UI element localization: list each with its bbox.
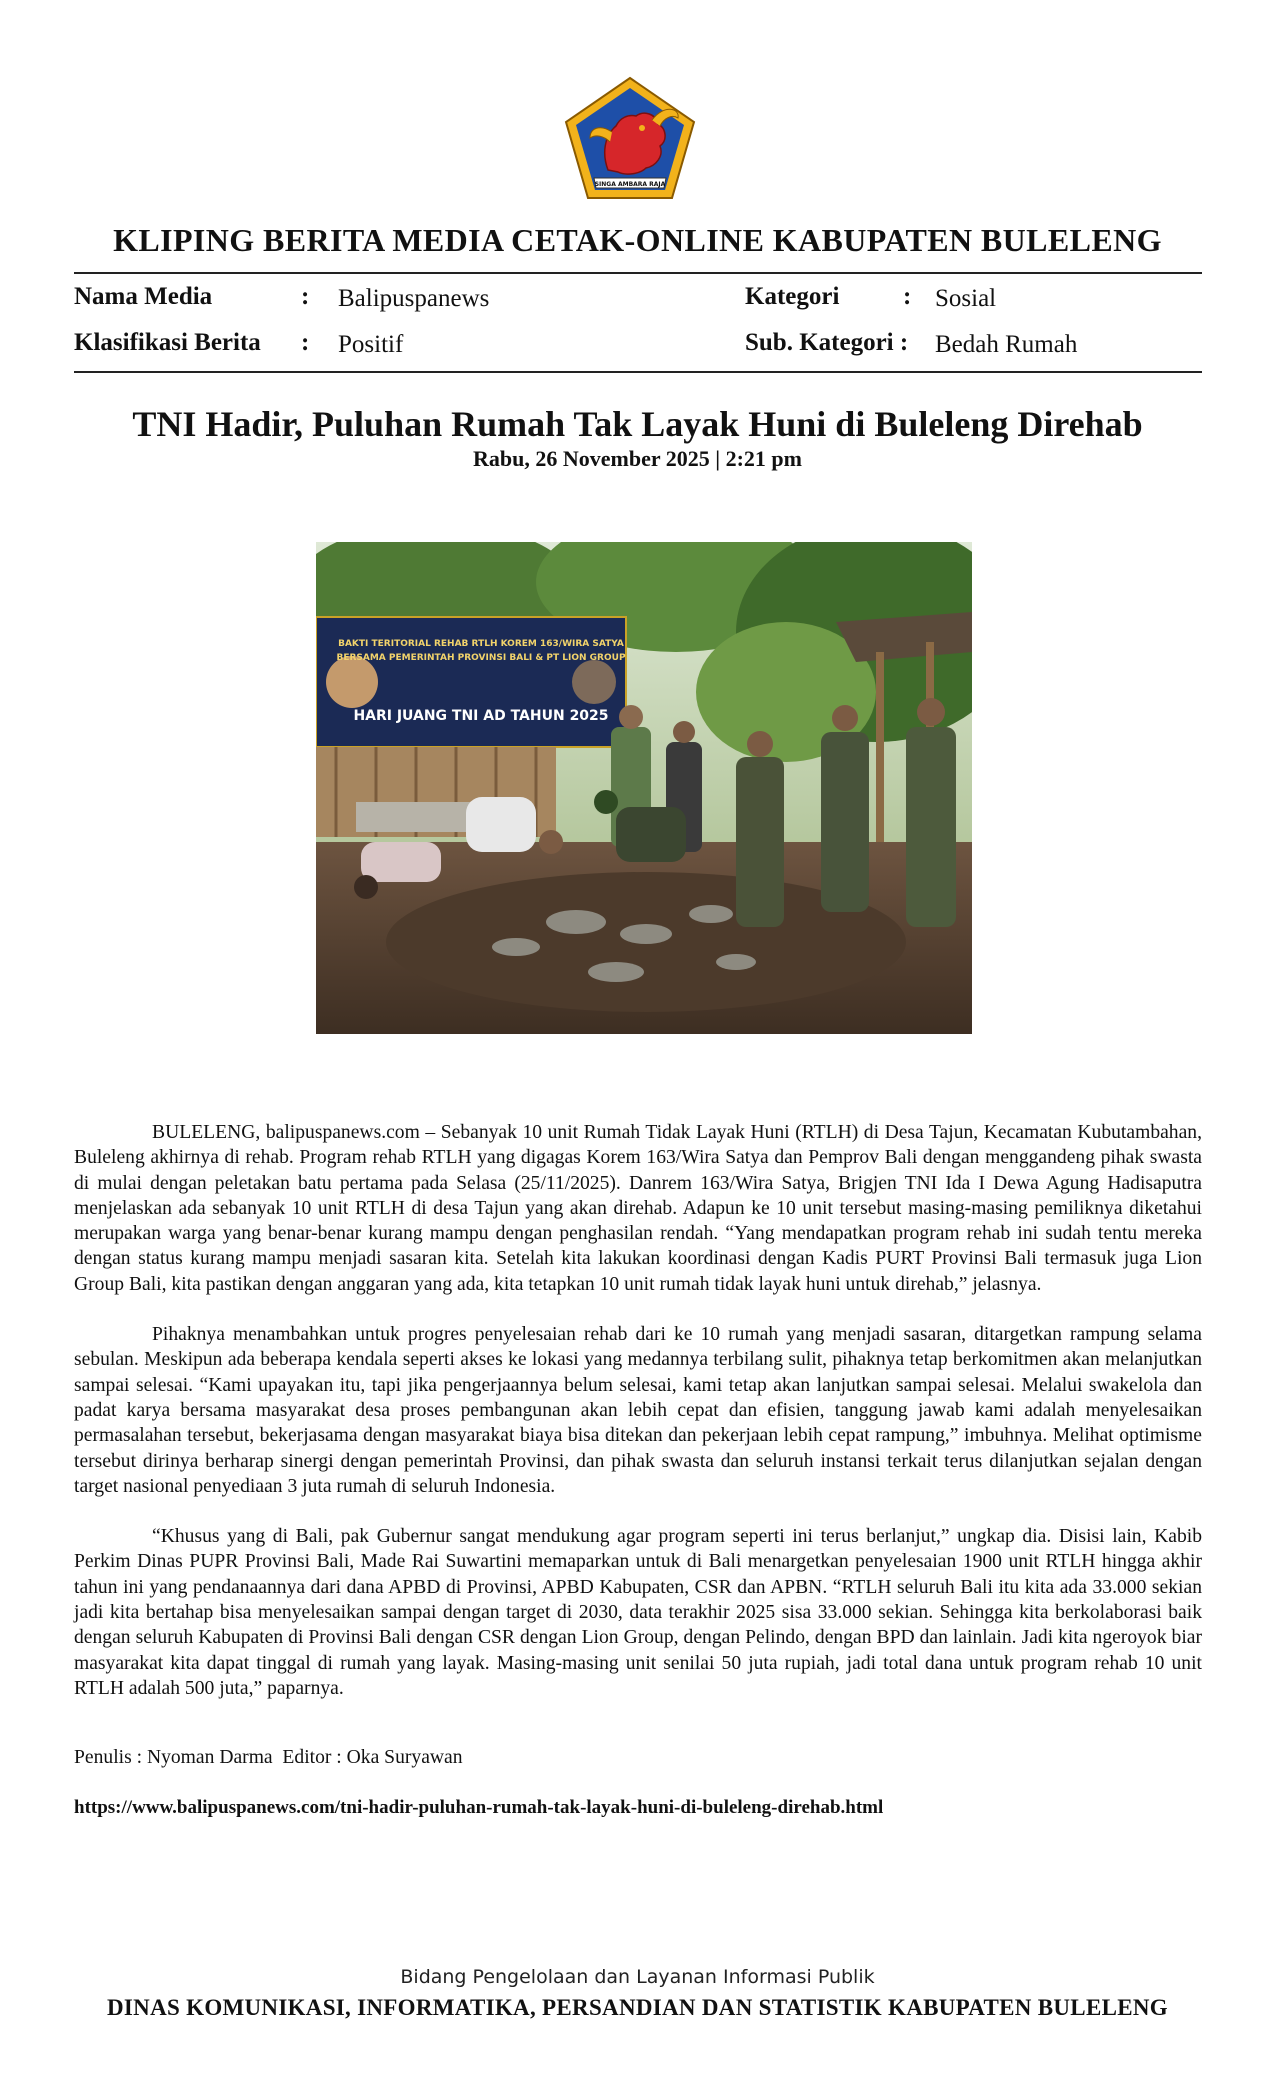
logo-caption: SINGA AMBARA RAJA [594, 181, 666, 188]
footer-unit-name: Bidang Pengelolaan dan Layanan Informasi Publik [400, 1966, 875, 1988]
banner-line-3: HARI JUANG TNI AD TAHUN 2025 [353, 708, 609, 724]
article-photo [316, 542, 972, 1034]
classification-value: Positif [338, 331, 404, 358]
category-label: Kategori [745, 283, 840, 310]
header-bottom-divider [74, 371, 1202, 373]
classification-label: Klasifikasi Berita [74, 329, 261, 356]
banner-line-2: BERSAMA PEMERINTAH PROVINSI BALI & PT LION GROUP [336, 653, 626, 663]
media-name-value: Balipuspanews [338, 285, 490, 312]
classification-colon: : [301, 329, 310, 356]
article-date: Rabu, 26 November 2025 | 2:21 pm [473, 446, 802, 471]
article-title: TNI Hadir, Puluhan Rumah Tak Layak Huni di Buleleng Direhab [132, 404, 1143, 444]
subcategory-label: Sub. Kategori : [745, 329, 909, 356]
media-name-label: Nama Media [74, 283, 213, 310]
article-paragraph: “Khusus yang di Bali, pak Gubernur sangat mendukung agar program seperti ini terus berlanjut,” ungkap dia. Disisi lain, Kabib Perkim Dinas PUPR Provinsi Bali, Made Rai Suwartini memaparkan untuk di Bali menargetkan penyelesaian 1900 unit RTLH hingga akhir tahun ini yang pendanaannya dari dana APBD di Provinsi, APBD Kabupaten, CSR dan APBN. “RTLH seluruh Bali itu kita ada 33.000 sekian jadi kita bertahap bisa menyelesaikan sampai dengan target di 2030, data terakhir 2025 sisa 33.000 sekian. Sehingga kita berkolaborasi baik dengan seluruh Kabupaten di Provinsi Bali dengan CSR dengan Lion Group, dengan Pelindo, dengan BPD dan lainlain. Jadi kita ngeroyok biar masyarakat kita dapat tinggal di rumah yang layak. Masing-masing unit senilai 50 juta rupiah, jadi total dana untuk program rehab 10 unit RTLH adalah 500 juta,” paparnya. [74, 1526, 1202, 1699]
singa-ambara-raja-emblem-icon [560, 74, 700, 204]
category-colon: : [903, 283, 912, 310]
category-value: Sosial [935, 285, 997, 312]
logo-emblem [560, 74, 700, 204]
media-name-colon: : [301, 283, 310, 310]
footer-agency-name: DINAS KOMUNIKASI, INFORMATIKA, PERSANDIAN DAN STATISTIK KABUPATEN BULELENG [107, 1995, 1168, 2020]
article-body [74, 1120, 1202, 1726]
source-url: https://www.balipuspanews.com/tni-hadir-puluhan-rumah-tak-layak-huni-di-buleleng-direhab.html [74, 1797, 884, 1818]
clipping-header-title: KLIPING BERITA MEDIA CETAK-ONLINE KABUPATEN BULELENG [113, 222, 1162, 258]
author-editor-credits: Penulis : Nyoman Darma Editor : Oka Suryawan [74, 1747, 463, 1768]
subcategory-value: Bedah Rumah [935, 331, 1078, 358]
banner-line-1: BAKTI TERITORIAL REHAB RTLH KOREM 163/WIRA SATYA [338, 639, 624, 649]
article-paragraph: Pihaknya menambahkan untuk progres penyelesaian rehab dari ke 10 rumah yang menjadi sasaran, ditargetkan rampung selama sebulan. Meskipun ada beberapa kendala seperti akses ke lokasi yang medannya terbilang sulit, pihaknya tetap berkomitmen akan melanjutkan sampai selesai. “Kami upayakan itu, tapi jika pengerjaannya belum selesai, kami tetap akan lanjutkan sampai selesai. Melalui swakelola dan padat karya bersama masyarakat desa proses pembangunan akan lebih cepat dan efisien, tanggung jawab kami adalah menyelesaikan permasalahan tersebut, bekerjasama dengan masyarakat biaya bisa ditekan dan pekerjaan lebih cepat rampung,” imbuhnya. Melihat optimisme tersebut dirinya berharap sinergi dengan pemerintah Provinsi, dan pihak swasta dan seluruh instansi terkait terus dilanjutkan sejalan dengan target nasional penyediaan 3 juta rumah di seluruh Indonesia. [74, 1324, 1202, 1497]
header-top-divider [74, 272, 1202, 274]
article-paragraph: BULELENG, balipuspanews.com – Sebanyak 10 unit Rumah Tidak Layak Huni (RTLH) di Desa Tajun, Kecamatan Kubutambahan, Buleleng akhirnya di rehab. Program rehab RTLH yang digagas Korem 163/Wira Satya dan Pemprov Bali dengan menggandeng pihak swasta di mulai dengan peletakan batu pertama pada Selasa (25/11/2025). Danrem 163/Wira Satya, Brigjen TNI Ida I Dewa Agung Hadisaputra menjelaskan ada sebanyak 10 unit RTLH di desa Tajun yang akan direhab. Adapun ke 10 unit tersebut masing-masing pemiliknya diketahui merupakan warga yang benar-benar kurang mampu dengan penghasilan rendah. “Yang mendapatkan program rehab ini sudah tentu mereka dengan status kurang mampu menjadi sasaran kita. Setelah kita lakukan koordinasi dengan Kadis PURT Provinsi Bali termasuk juga Lion Group Bali, kita pastikan dengan anggaran yang ada, kita tetapkan 10 unit rumah tidak layak huni untuk direhab,” jelasnya. [74, 1122, 1202, 1295]
